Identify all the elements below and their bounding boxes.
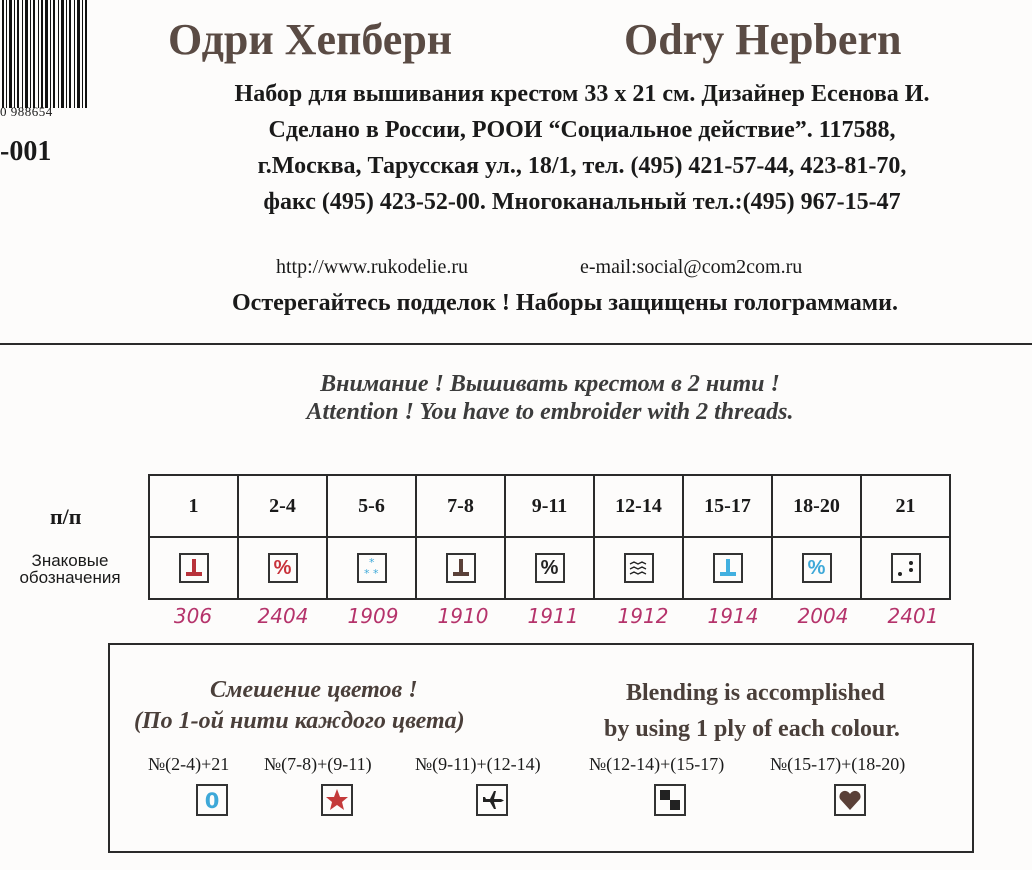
mix-label: №(12-14)+(15-17) [589, 754, 725, 774]
info-line: факс (495) 423-52-00. Многоканальный тел.:(495) 967-15-47 [263, 189, 901, 215]
website-link[interactable]: http://www.rukodelie.ru [276, 256, 469, 278]
column-header: 2-4 [238, 475, 327, 537]
blending-title-en: Blending is accomplished [626, 680, 885, 706]
percent-icon: % [802, 553, 832, 583]
column-header: 9-11 [505, 475, 594, 537]
thread-codes [148, 604, 959, 634]
waves-icon [624, 553, 654, 583]
mix-label: №(2-4)+21 [148, 754, 230, 774]
column-header: 12-14 [594, 475, 683, 537]
kit-info [150, 76, 1014, 220]
blending-box [108, 643, 974, 853]
row-label-symbols [6, 552, 134, 586]
thread-code: 306 [173, 604, 213, 628]
barcode [0, 0, 90, 108]
svg-text:*: * [363, 567, 369, 580]
column-header: 5-6 [327, 475, 416, 537]
percent-icon: % [535, 553, 565, 583]
column-header: 15-17 [683, 475, 772, 537]
counterfeit-warning: Остерегайтесь подделок ! Наборы защищены голограммами. [232, 290, 898, 316]
svg-text:*: * [368, 556, 374, 569]
attention-ru: Внимание ! Вышивать крестом в 2 нити ! [320, 371, 780, 397]
email-link[interactable]: e-mail:social@com2com.ru [580, 256, 803, 278]
blending-subtitle-ru: (По 1-ой нити каждого цвета) [134, 708, 465, 734]
asterisks-icon [357, 553, 387, 583]
column-header: 7-8 [416, 475, 505, 537]
star-icon [321, 784, 353, 816]
row-label-symbols-line2: обозначения [19, 568, 121, 587]
mix-label: №(7-8)+(9-11) [264, 754, 372, 774]
row-label-symbols-line1: Знаковые [31, 551, 109, 570]
info-line: г.Москва, Тарусская ул., 18/1, тел. (495) 421-57-44, 423-81-70, [257, 153, 907, 179]
symbol-cell [416, 537, 505, 599]
thread-code: 2401 [887, 604, 939, 628]
thread-code: 1909 [347, 604, 399, 628]
symbol-cell [683, 537, 772, 599]
heart-icon [834, 784, 866, 816]
table-row-symbols [149, 537, 950, 599]
thread-code: 1912 [617, 604, 669, 628]
info-line: Сделано в России, РООИ “Социальное действие”. 117588, [268, 117, 896, 143]
column-header: 18-20 [772, 475, 861, 537]
symbol-cell [238, 537, 327, 599]
attention-note [0, 370, 1032, 426]
table-row-numbers [149, 475, 950, 537]
barcode-digits: 0 988654 [0, 104, 53, 119]
title-english: Odry Hepbern [624, 15, 902, 64]
symbol-cell [594, 537, 683, 599]
symbol-cell [149, 537, 238, 599]
percent-icon: % [268, 553, 298, 583]
thread-code: 1910 [437, 604, 489, 628]
column-header: 21 [861, 475, 950, 537]
divider [0, 343, 1032, 345]
attention-en: Attention ! You have to embroider with 2 threads. [306, 399, 794, 425]
info-line: Набор для вышивания крестом 33 х 21 см. Дизайнер Есенова И. [234, 81, 930, 107]
title-russian: Одри Хепберн [168, 15, 453, 64]
three-dots-icon [891, 553, 921, 583]
mix-label: №(15-17)+(18-20) [770, 754, 906, 774]
symbol-cell [505, 537, 594, 599]
blending-title-ru: Смешение цветов ! [210, 677, 418, 703]
thread-code: 2004 [797, 604, 849, 628]
mix-label: №(9-11)+(12-14) [415, 754, 541, 774]
thread-code: 1911 [527, 604, 579, 628]
svg-text:0: 0 [204, 789, 220, 813]
symbol-cell [861, 537, 950, 599]
airplane-icon [476, 784, 508, 816]
thread-code: 2404 [257, 604, 309, 628]
t-symbol-icon [179, 553, 209, 583]
t-symbol-icon [446, 553, 476, 583]
symbol-key-table [148, 474, 951, 600]
article-code: -001 [0, 136, 52, 167]
checker-squares-icon [654, 784, 686, 816]
symbol-cell [327, 537, 416, 599]
row-label-number: п/п [50, 504, 82, 529]
zero-icon [196, 784, 228, 816]
thread-code: 1914 [707, 604, 759, 628]
blending-subtitle-en: by using 1 ply of each colour. [604, 716, 900, 742]
column-header: 1 [149, 475, 238, 537]
svg-text:*: * [372, 567, 378, 580]
symbol-cell [772, 537, 861, 599]
t-symbol-icon [713, 553, 743, 583]
